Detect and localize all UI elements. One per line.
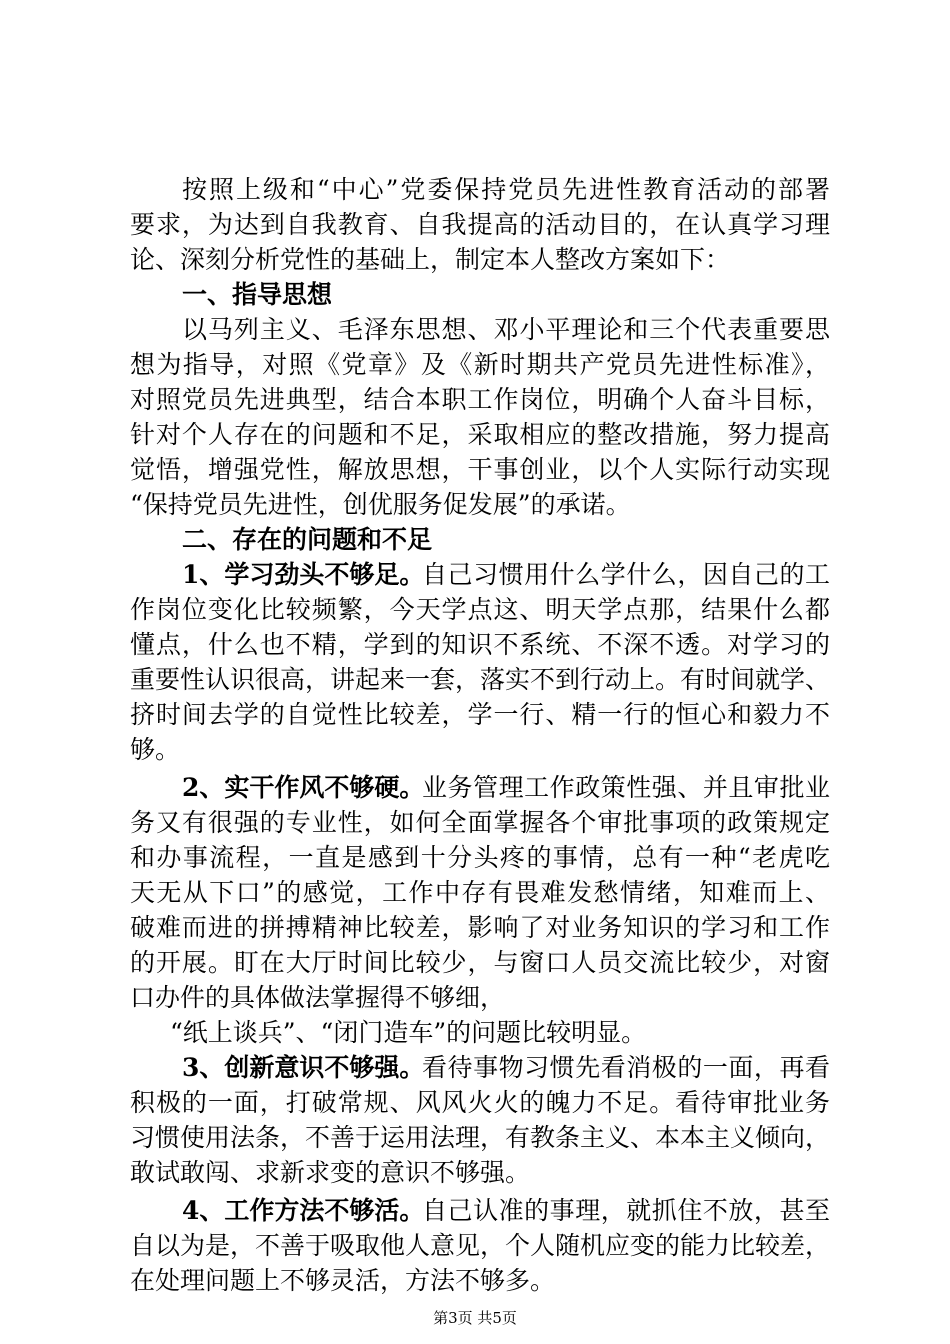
paragraph-line [0, 807, 950, 839]
item-1-title: 1、学习劲头不够足。 [182, 560, 425, 589]
paragraph-line [0, 559, 950, 591]
paragraph-line [0, 982, 950, 1014]
paragraph-line [0, 629, 950, 661]
item-3-title: 3、创新意识不够强。 [182, 1053, 425, 1082]
paragraph-line [0, 454, 950, 486]
paragraph-line [0, 244, 950, 276]
paragraph-line [0, 384, 950, 416]
item-4-line: 在处理问题上不够灵活，方法不够多。 [130, 1266, 556, 1295]
item-1-line: 够。 [130, 735, 181, 764]
item-4-line: 自以为是，不善于吸取他人意见，个人随机应变的能力比较差， [130, 1231, 831, 1260]
item-2-line: 口办件的具体做法掌握得不够细， [130, 983, 506, 1012]
item-1-line: 重要性认识很高，讲起来一套，落实不到行动上。有时间就学、 [130, 665, 831, 694]
item-3-line: 积极的一面，打破常规、风风火火的魄力不足。看待审批业务 [130, 1088, 830, 1117]
paragraph-line [0, 1265, 950, 1297]
section-1-heading: 一、指导思想 [182, 280, 333, 309]
item-2-line: 和办事流程，一直是感到十分头疼的事情，总有一种“老虎吃 [130, 843, 830, 872]
item-2-line: 的开展。盯在大厅时间比较少，与窗口人员交流比较少，对窗 [130, 948, 830, 977]
paragraph-line [0, 877, 950, 909]
section-1-line: 想为指导，对照《党章》及《新时期共产党员先进性标准》， [130, 350, 830, 379]
item-2-first-line: 业务管理工作政策性强、并且审批业 [422, 773, 830, 802]
paragraph-line [0, 174, 950, 206]
paragraph-line [0, 1017, 950, 1049]
item-4-title: 4、工作方法不够活。 [182, 1196, 425, 1225]
item-3-first-line: 看待事物习惯先看消极的一面，再看 [422, 1053, 830, 1082]
section-1-line: 对照党员先进典型，结合本职工作岗位，明确个人奋斗目标， [130, 385, 830, 414]
section-1-line: “保持党员先进性，创优服务促发展”的承诺。 [130, 490, 631, 519]
paragraph-line [0, 209, 950, 241]
item-1-line: 作岗位变化比较频繁，今天学点这、明天学点那，结果什么都 [130, 595, 830, 624]
intro-line-3: 论、深刻分析党性的基础上，制定本人整改方案如下： [130, 245, 731, 274]
paragraph-line [0, 1052, 950, 1084]
paragraph-line [0, 349, 950, 381]
intro-line-1: 按照上级和“中心”党委保持党员先进性教育活动的部署 [182, 175, 830, 204]
section-1-line: 觉悟，增强党性，解放思想，干事创业，以个人实际行动实现 [130, 455, 830, 484]
paragraph-line [0, 947, 950, 979]
paragraph-line [0, 734, 950, 766]
paragraph-line [0, 1087, 950, 1119]
page-footer [0, 1308, 950, 1328]
paragraph-line [0, 699, 950, 731]
item-3-line: 敢试敢闯、求新求变的意识不够强。 [130, 1158, 531, 1187]
paragraph-line [0, 1157, 950, 1189]
section-1-line: 以马列主义、毛泽东思想、邓小平理论和三个代表重要思 [182, 315, 830, 344]
intro-line-2: 要求，为达到自我教育、自我提高的活动目的，在认真学习理 [130, 210, 830, 239]
page-number-label: 第3页 共5页 [433, 1309, 517, 1327]
item-4-first-line: 自己认准的事理，就抓住不放，甚至 [422, 1196, 830, 1225]
item-1-line: 挤时间去学的自觉性比较差，学一行、精一行的恒心和毅力不 [130, 700, 830, 729]
paragraph-line [0, 912, 950, 944]
item-1-first-line: 自己习惯用什么学什么，因自己的工 [422, 560, 830, 589]
section-2-heading: 二、存在的问题和不足 [182, 525, 433, 554]
item-3-line: 习惯使用法条，不善于运用法理，有教条主义、本本主义倾向， [130, 1123, 831, 1152]
item-1-line: 懂点，什么也不精，学到的知识不系统、不深不透。对学习的 [130, 630, 830, 659]
paragraph-line [0, 1230, 950, 1262]
paragraph-line [0, 664, 950, 696]
paragraph-line [0, 842, 950, 874]
item-2-line: 破难而进的拼搏精神比较差，影响了对业务知识的学习和工作 [130, 913, 830, 942]
section-1-line: 针对个人存在的问题和不足，采取相应的整改措施，努力提高 [130, 420, 830, 449]
item-2-line: 务又有很强的专业性，如何全面掌握各个审批事项的政策规定 [130, 808, 830, 837]
paragraph-line [0, 594, 950, 626]
paragraph-line [0, 772, 950, 804]
paragraph-line [0, 1122, 950, 1154]
paragraph-line [0, 314, 950, 346]
paragraph-line [0, 489, 950, 521]
item-2-line: 天无从下口”的感觉，工作中存有畏难发愁情绪，知难而上、 [130, 878, 830, 907]
paragraph-line [0, 1195, 950, 1227]
item-2-continued-line: “纸上谈兵”、“闭门造车”的问题比较明显。 [170, 1018, 647, 1047]
section-heading [0, 524, 950, 556]
section-heading [0, 279, 950, 311]
paragraph-line [0, 419, 950, 451]
item-2-title: 2、实干作风不够硬。 [182, 773, 425, 802]
